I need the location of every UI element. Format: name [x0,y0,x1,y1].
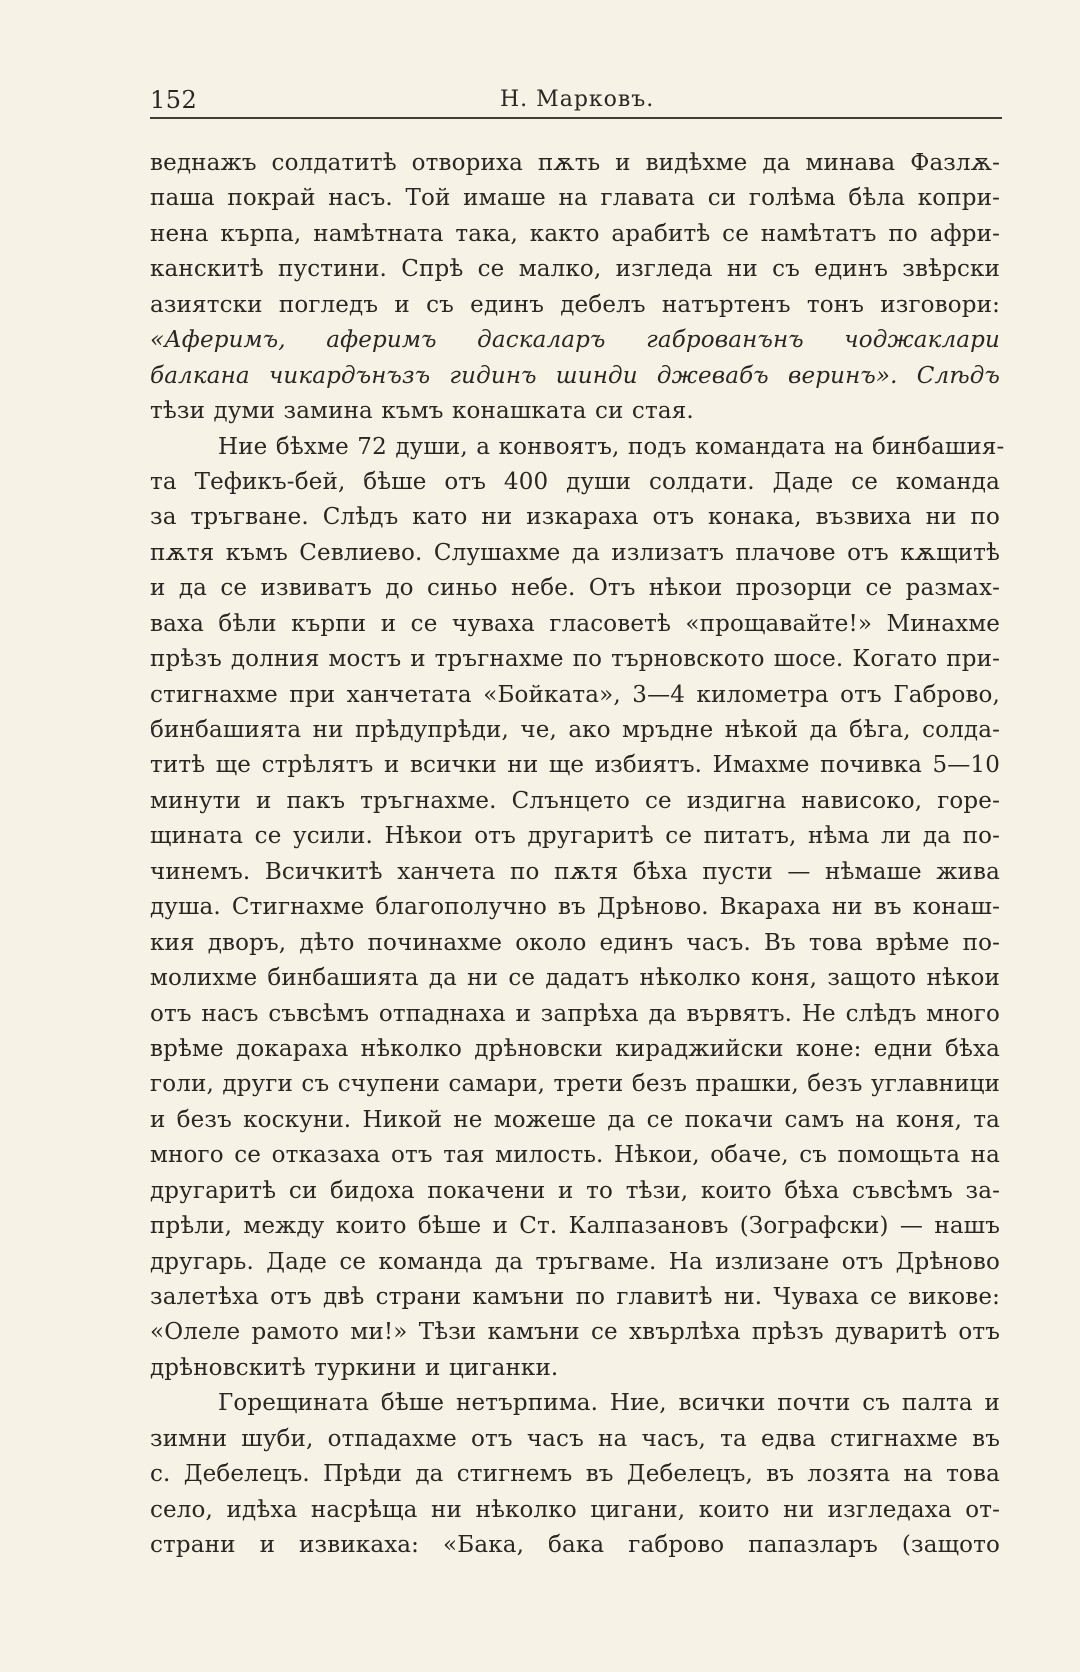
text-line: прѣли, между които бѣше и Ст. Калпазановъ (Зографски) — нашъ [150,1213,1000,1240]
text-line: минути и пакъ тръгнахме. Слънцето се издигна нависоко, горе- [150,787,1000,814]
text-line: щината се усили. Нѣкои отъ другаритѣ се питатъ, нѣма ли да по- [150,823,1000,850]
text-line: страни и извикаха: «Бака, бака габрово папазларъ (защото [150,1532,1000,1559]
text-line: и да се извиватъ до синьо небе. Отъ нѣкои прозорци се размах- [150,575,1000,602]
text-line: бинбашията ни прѣдупрѣди, че, ако мръдне нѣкой да бѣга, солда- [150,717,1000,743]
text-line: канскитѣ пустини. Спрѣ се малко, изгледа ни съ единъ звѣрски [150,256,1000,283]
text-line: голи, други съ счупени самари, трети безъ прашки, безъ углавници [150,1071,1000,1098]
text-line: с. Дебелецъ. Прѣди да стигнемъ въ Дебелецъ, въ лозята на това [150,1461,1000,1488]
text-line: та Тефикъ-бей, бѣше отъ 400 души солдати. Даде се команда [150,468,1000,495]
text-line: молихме бинбашията да ни се дадатъ нѣколко коня, защото нѣкои [150,965,1000,992]
text-line: другарь. Даде се команда да тръгваме. На излизане отъ Дрѣново [150,1248,1000,1275]
body-text [150,146,1005,1564]
text-line: нена кърпа, намѣтната така, както арабитѣ се намѣтатъ по афри- [150,220,1000,247]
text-line: отъ насъ съвсѣмъ отпаднаха и запрѣха да вървятъ. Не слѣдъ много [150,1000,1000,1027]
text-line: прѣзъ долния мостъ и тръгнахме по търновското шосе. Когато при- [150,646,1000,673]
text-line: «Олеле рамото ми!» Тѣзи камъни се хвърлѣха прѣзъ дуваритѣ отъ [150,1319,1000,1346]
page-number: 152 [150,86,198,114]
text-line: дрѣновскитѣ туркини и циганки. [150,1354,559,1381]
text-line: за тръгване. Слѣдъ като ни изкараха отъ конака, възвиха ни по [150,504,1000,531]
paragraph-start: Горещината бѣше нетърпима. Ние, всички почти съ палта и [218,1390,1000,1417]
header-rule [150,117,1002,119]
text-line: веднажъ солдатитѣ отвориха пѫть и видѣхме да минава Фазлѫ- [150,150,1000,176]
text-line: паша покрай насъ. Той имаше на главата си голѣма бѣла копри- [150,185,1000,212]
text-line: стигнахме при ханчетата «Бойката», 3—4 километра отъ Габрово, [150,681,1000,708]
text-line: врѣме докараха нѣколко дрѣновски кираджийски коне: едни бѣха [150,1035,1000,1062]
text-line: залетѣха отъ двѣ страни камъни по главитѣ ни. Чуваха се викове: [150,1284,1000,1310]
text-line-turkish-quote: «Аферимъ, аферимъ даскаларъ габрованънъ чоджаклари [150,327,1000,354]
text-line-turkish-quote: балкана чикардънъзъ гидинъ шинди джевабъ веринъ». Слѣдъ [150,362,1000,389]
text-line: кия дворъ, дѣто починахме около единъ часъ. Въ това врѣме по- [150,929,1000,956]
text-line: другаритѣ си бидоха покачени и то тѣзи, които бѣха съвсѣмъ за- [150,1177,1000,1204]
text-line: и безъ коскуни. Никой не можеше да се покачи самъ на коня, та [150,1106,1000,1133]
text-line: азиятски погледъ и съ единъ дебелъ натъртенъ тонъ изговори: [150,291,1000,318]
text-line: много се отказаха отъ тая милость. Нѣкои, обаче, съ помощьта на [150,1142,1000,1169]
text-line: чинемъ. Всичкитѣ ханчета по пѫтя бѣха пусти — нѣмаше жива [150,858,1000,885]
text-line: душа. Стигнахме благополучно въ Дрѣново. Вкараха ни въ конаш- [150,894,1000,921]
text-line: ваха бѣли кърпи и се чуваха гласоветѣ «прощавайте!» Минахме [150,610,1000,637]
text-line: пѫтя къмъ Севлиево. Слушахме да излизатъ плачове отъ кѫщитѣ [150,539,1000,566]
paragraph-start: Ние бѣхме 72 души, а конвоятъ, подъ командата на бинбашия- [218,433,1005,460]
running-head: Н. Марковъ. [500,87,655,112]
text-line: зимни шуби, отпадахме отъ часъ на часъ, та едва стигнахме въ [150,1425,1000,1452]
text-line: титѣ ще стрѣлятъ и всички ни ще избиятъ. Имахме почивка 5—10 [150,752,1000,779]
page-header [150,84,1000,116]
text-line: село, идѣха насрѣща ни нѣколко цигани, които ни изгледаха от- [150,1496,1000,1523]
text-line: тѣзи думи замина къмъ конашката си стая. [150,398,694,425]
